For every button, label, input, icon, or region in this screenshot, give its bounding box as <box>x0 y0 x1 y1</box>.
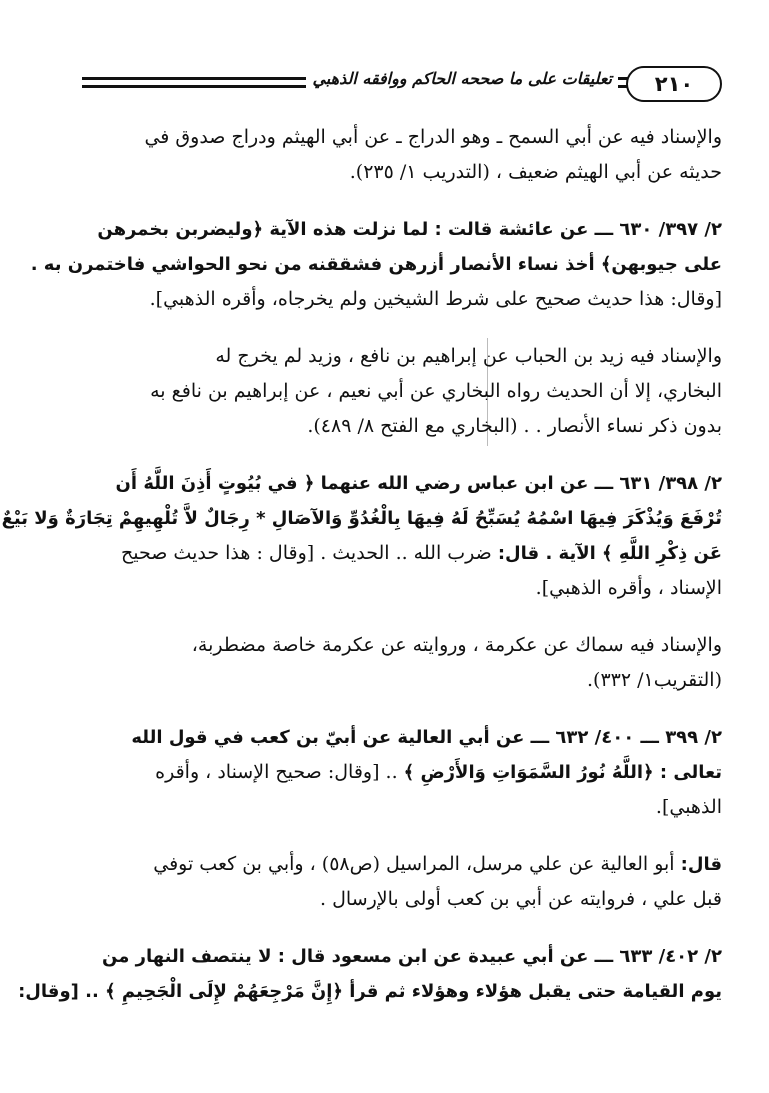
label-qal: قال: <box>680 854 722 875</box>
text-line: الإسناد ، وأقره الذهبي]. <box>535 577 722 599</box>
page-header <box>82 60 722 104</box>
text-line <box>82 536 722 571</box>
hadith-entry-630 <box>30 212 722 317</box>
page-body <box>1 120 722 1031</box>
quran-verse-end: عَن ذِكْرِ اللَّهِ ﴾ الآية . قال: <box>497 543 722 564</box>
hadith-entry-633 <box>18 939 722 1009</box>
entry-heading: ٢/ ٣٩٨/ ٦٣١ ـــ عن ابن عباس رضي الله عنهما ﴿ في بُيُوتٍ أَذِنَ اللَّهُ أَن <box>115 473 722 494</box>
quran-verse: تعالى : ﴿اللَّهُ نُورُ السَّمَوَاتِ وَالأَرْضِ ﴾ <box>403 762 722 783</box>
hadith-entry-632 <box>82 720 722 825</box>
text-run: .. [وقال: صحيح الإسناد ، وأقره <box>155 761 404 783</box>
paragraph-commentary-2 <box>82 339 722 444</box>
running-title: تعليقات على ما صححه الحاكم ووافقه الذهبي <box>306 69 618 88</box>
quran-verse-line: تُرْفَعَ وَيُذْكَرَ فِيهَا اسْمُهُ يُسَبِّحُ لَهُ فِيهَا بِالْغُدُوِّ وَالآصَالِ * رِجَالٌ لاَّ تُلْهِيهِمْ تِجَارَةٌ وَلا بَيْعٌ <box>1 508 722 529</box>
text-line: والإسناد فيه زيد بن الحباب عن إبراهيم بن نافع ، وزيد لم يخرج له <box>215 345 722 367</box>
text-line: [وقال: هذا حديث صحيح على شرط الشيخين ولم يخرجاه، وأقره الذهبي]. <box>149 288 722 310</box>
paragraph-commentary-4 <box>82 847 722 917</box>
paragraph-commentary-3 <box>82 628 722 698</box>
entry-heading: ٢/ ٤٠٢/ ٦٣٣ ـــ عن أبي عبيدة عن ابن مسعود قال : لا ينتصف النهار من <box>102 946 722 967</box>
text-line: قبل علي ، فروايته عن أبي بن كعب أولى بالإرسال . <box>320 888 722 910</box>
entry-heading: ٢/ ٣٩٩ ـــ ٤٠٠/ ٦٣٢ ـــ عن أبي العالية عن أبيّ بن كعب في قول الله <box>131 727 722 748</box>
text-line: حديثه عن أبي الهيثم ضعيف ، (التدريب ١/ ٢٣٥). <box>349 161 722 183</box>
text-run: ضرب الله .. الحديث . [وقال : هذا حديث صحيح <box>121 542 498 564</box>
paragraph-commentary-1 <box>82 120 722 190</box>
text-line: والإسناد فيه سماك عن عكرمة ، وروايته عن عكرمة خاصة مضطربة، <box>191 634 722 656</box>
text-line: والإسناد فيه عن أبي السمح ـ وهو الدراج ـ عن أبي الهيثم ودراج صدوق في <box>144 126 722 148</box>
text-line: البخاري، إلا أن الحديث رواه البخاري عن أبي نعيم ، عن إبراهيم بن نافع به <box>150 380 722 402</box>
text-line: يوم القيامة حتى يقبل هؤلاء وهؤلاء ثم قرأ ﴿إِنَّ مَرْجِعَهُمْ لإِلَى الْجَحِيمِ ﴾ .. [وقال: <box>18 981 722 1002</box>
text-line <box>82 755 722 790</box>
text-line: (التقريب١/ ٣٣٢). <box>586 669 722 691</box>
entry-heading: ٢/ ٣٩٧/ ٦٣٠ ـــ عن عائشة قالت : لما نزلت هذه الآية ﴿وليضربن بخمرهن <box>97 219 722 240</box>
text-run: أبو العالية عن علي مرسل، المراسيل (ص٥٨) ، وأبي بن كعب توفي <box>153 853 681 875</box>
hadith-entry-631 <box>1 466 722 606</box>
text-line: بدون ذكر نساء الأنصار . . (البخاري مع الفتح ٨/ ٤٨٩). <box>307 415 722 437</box>
text-line <box>82 847 722 882</box>
page-number: ٢١٠ <box>626 66 722 102</box>
text-line: الذهبي]. <box>655 796 722 818</box>
text-line: على جيوبهن﴾ أخذ نساء الأنصار أزرهن فشققنه من نحو الحواشي فاختمرن به . <box>30 254 722 275</box>
